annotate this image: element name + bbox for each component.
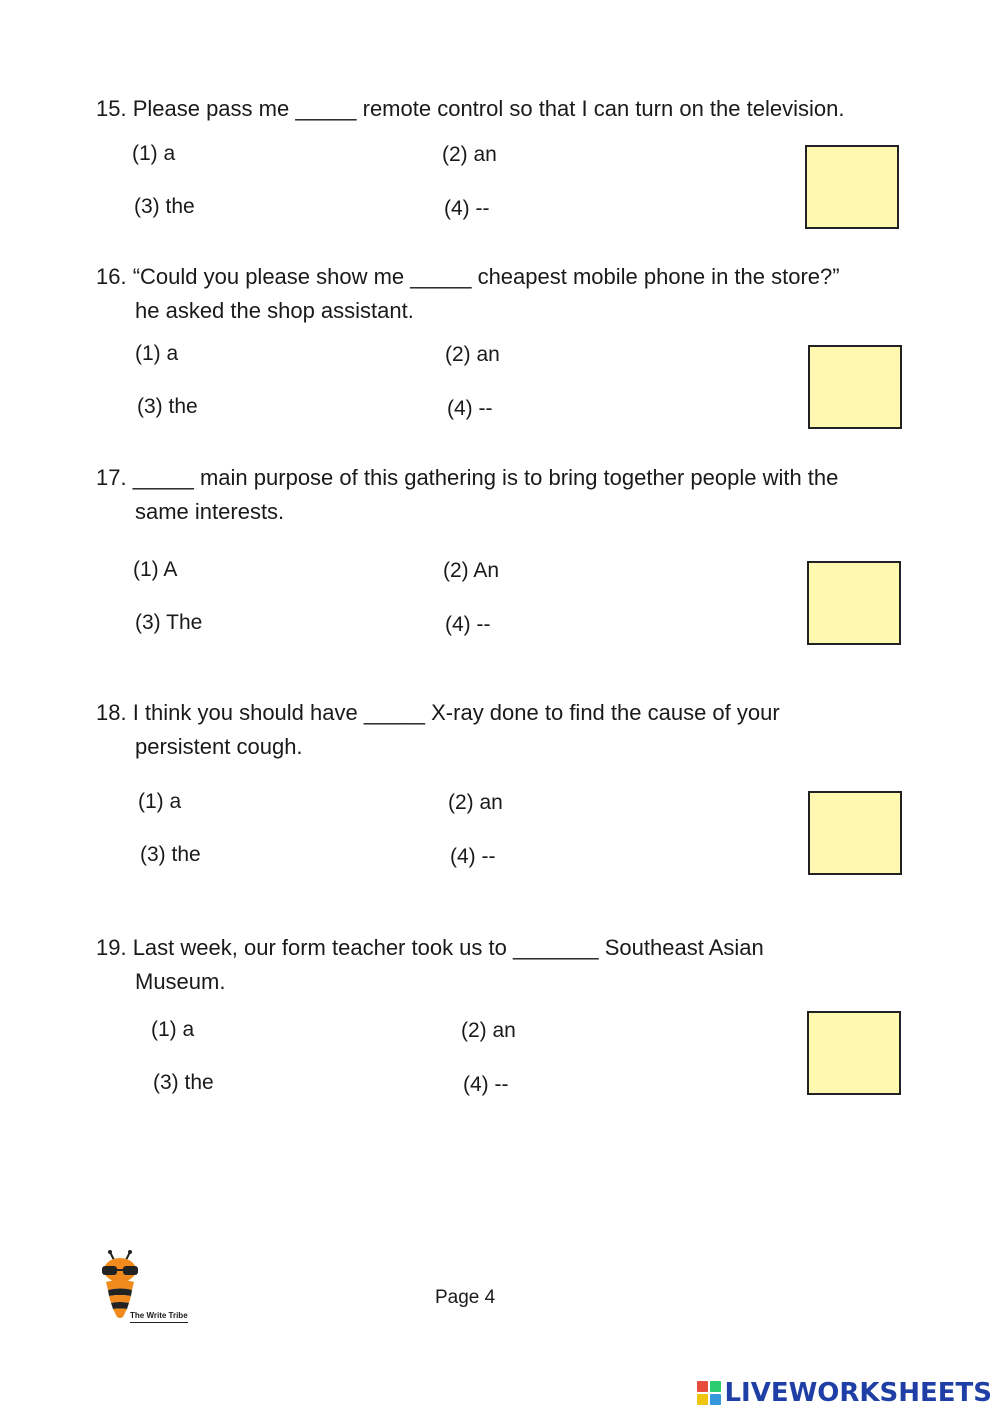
question-19-text xyxy=(96,931,764,999)
question-19-line2: Museum. xyxy=(135,969,226,994)
question-16-line2: he asked the shop assistant. xyxy=(135,298,414,323)
q15-answer-box[interactable] xyxy=(805,145,899,229)
q16-answer-box[interactable] xyxy=(808,345,902,429)
q19-option-3: (3) the xyxy=(153,1071,214,1094)
q16-option-4: (4) -- xyxy=(447,397,493,420)
question-18-line1: 18. I think you should have _____ X-ray done to find the cause of your xyxy=(96,700,780,725)
question-15-line1: 15. Please pass me _____ remote control so that I can turn on the television. xyxy=(96,96,845,121)
q17-option-3: (3) The xyxy=(135,611,203,634)
q19-option-4: (4) -- xyxy=(463,1073,509,1096)
q19-option-1: (1) a xyxy=(151,1018,195,1041)
question-17-line2: same interests. xyxy=(135,499,285,524)
question-19-line1: 19. Last week, our form teacher took us to _______ Southeast Asian xyxy=(96,935,764,960)
q16-option-1: (1) a xyxy=(135,342,179,365)
q17-option-4: (4) -- xyxy=(445,613,491,636)
q18-answer-box[interactable] xyxy=(808,791,902,875)
q15-option-4: (4) -- xyxy=(444,197,490,220)
brand-wordmark: LIVEWORKSHEETS xyxy=(724,1378,992,1408)
question-16-line1: 16. “Could you please show me _____ cheapest mobile phone in the store?” xyxy=(96,264,840,289)
q18-option-1: (1) a xyxy=(138,790,182,813)
q15-option-2: (2) an xyxy=(442,143,497,166)
question-18-text xyxy=(96,696,780,764)
q17-answer-box[interactable] xyxy=(807,561,901,645)
question-15-text xyxy=(96,92,844,126)
logo-caption: The Write Tribe xyxy=(130,1311,188,1323)
page-number: Page 4 xyxy=(435,1287,496,1308)
brand-mark-icon xyxy=(697,1381,721,1405)
q17-option-2: (2) An xyxy=(443,559,500,582)
question-18-line2: persistent cough. xyxy=(135,734,303,759)
q19-option-2: (2) an xyxy=(461,1019,516,1042)
question-17-text xyxy=(96,461,838,529)
q16-option-2: (2) an xyxy=(445,343,500,366)
question-17-line1: 17. _____ main purpose of this gathering is to bring together people with the xyxy=(96,465,839,490)
q17-option-1: (1) A xyxy=(133,558,178,581)
q18-option-2: (2) an xyxy=(448,791,503,814)
q19-answer-box[interactable] xyxy=(807,1011,901,1095)
question-16-text xyxy=(96,260,840,328)
q18-option-3: (3) the xyxy=(140,843,201,866)
q15-option-1: (1) a xyxy=(132,142,176,165)
q16-option-3: (3) the xyxy=(137,395,198,418)
q18-option-4: (4) -- xyxy=(450,845,496,868)
liveworksheets-logo-icon xyxy=(697,1378,992,1408)
q15-option-3: (3) the xyxy=(134,195,195,218)
